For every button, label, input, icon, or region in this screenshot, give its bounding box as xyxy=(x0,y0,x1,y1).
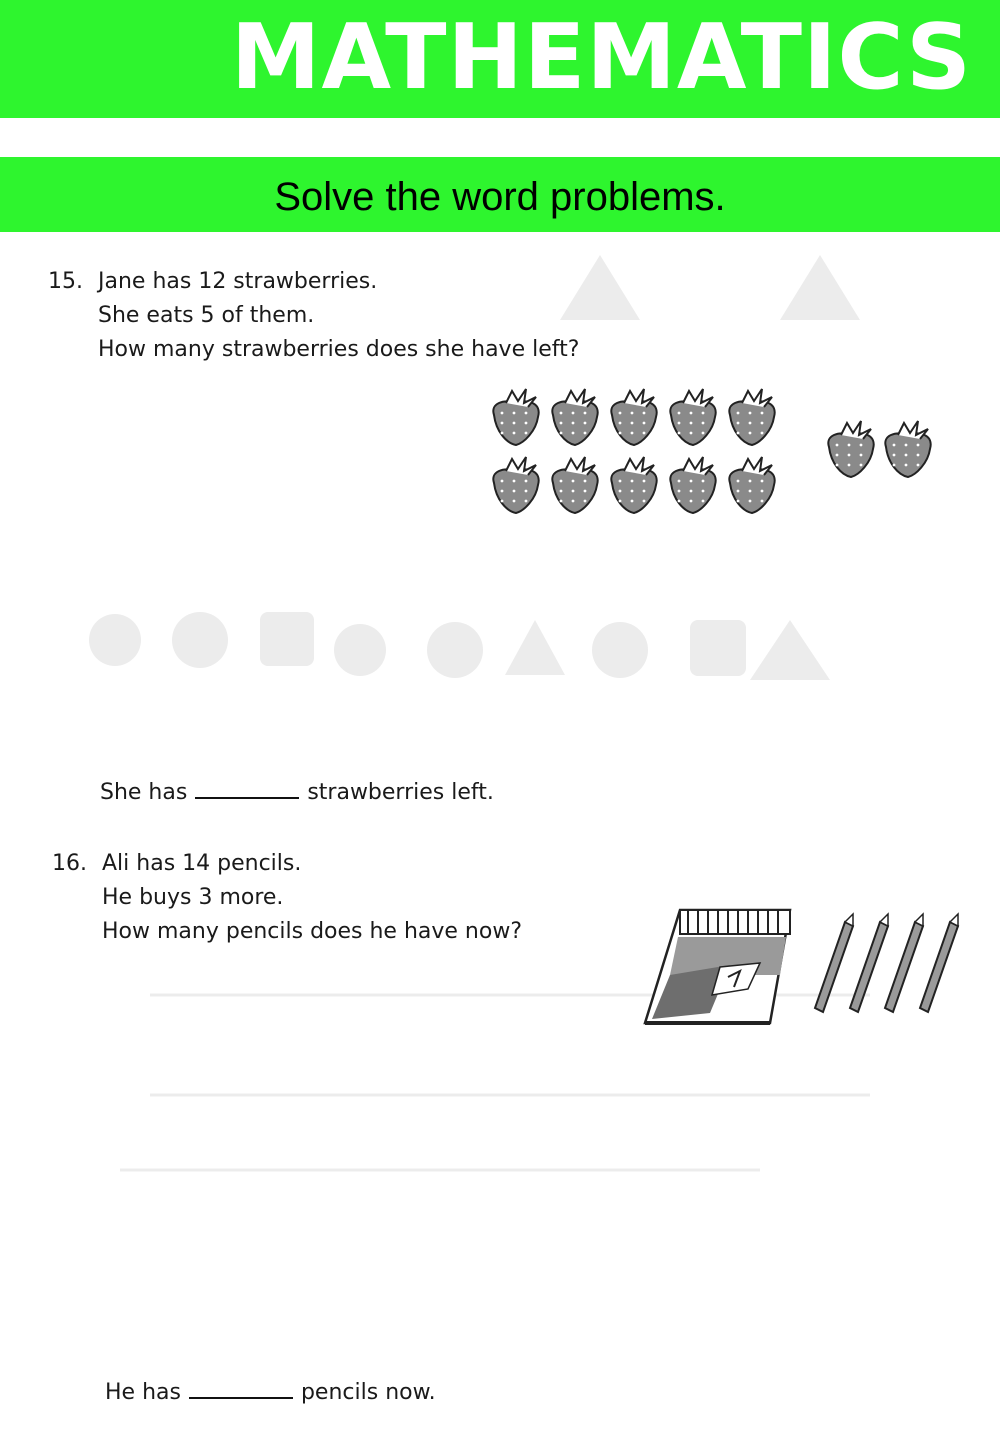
answer-suffix: pencils now. xyxy=(300,1380,436,1405)
answer-line-15 xyxy=(100,780,494,805)
problem-line: Jane has 12 strawberries. xyxy=(98,269,378,294)
strawberry-icon xyxy=(611,389,656,445)
pencils-illustration xyxy=(805,912,955,1022)
pencil-icon xyxy=(920,914,958,1012)
strawberry-icon xyxy=(828,421,873,477)
problem-line: He buys 3 more. xyxy=(102,885,284,910)
answer-prefix: She has xyxy=(100,780,188,805)
answer-blank[interactable] xyxy=(195,781,299,799)
problem-15 xyxy=(48,265,808,367)
strawberry-icon xyxy=(493,457,538,513)
pencil-icon xyxy=(815,914,853,1012)
strawberry-icon xyxy=(885,421,930,477)
answer-prefix: He has xyxy=(105,1380,181,1405)
answer-suffix: strawberries left. xyxy=(307,780,494,805)
problem-line: How many strawberries does she have left? xyxy=(98,337,580,362)
strawberry-icon xyxy=(493,389,538,445)
problem-line: Ali has 14 pencils. xyxy=(102,851,302,876)
strawberry-icon xyxy=(552,389,597,445)
strawberry-icon xyxy=(670,457,715,513)
problem-line: She eats 5 of them. xyxy=(98,303,315,328)
strawberry-icon xyxy=(611,457,656,513)
problem-number: 16. xyxy=(52,851,87,876)
strawberry-icon xyxy=(729,389,774,445)
pencil-icon xyxy=(885,914,923,1012)
problem-number: 15. xyxy=(48,269,83,294)
strawberry-icon xyxy=(552,457,597,513)
problem-16 xyxy=(52,847,692,949)
strawberry-icon xyxy=(729,457,774,513)
problem-line: How many pencils does he have now? xyxy=(102,919,523,944)
answer-blank[interactable] xyxy=(189,1381,293,1399)
strawberries-illustration xyxy=(480,375,960,525)
answer-line-16 xyxy=(105,1380,436,1405)
strawberry-icon xyxy=(670,389,715,445)
instruction-text: Solve the word problems. xyxy=(274,175,726,219)
pencil-icon xyxy=(850,914,888,1012)
page-title: MATHEMATICS xyxy=(230,5,972,110)
pencil-box-icon xyxy=(640,905,800,1030)
